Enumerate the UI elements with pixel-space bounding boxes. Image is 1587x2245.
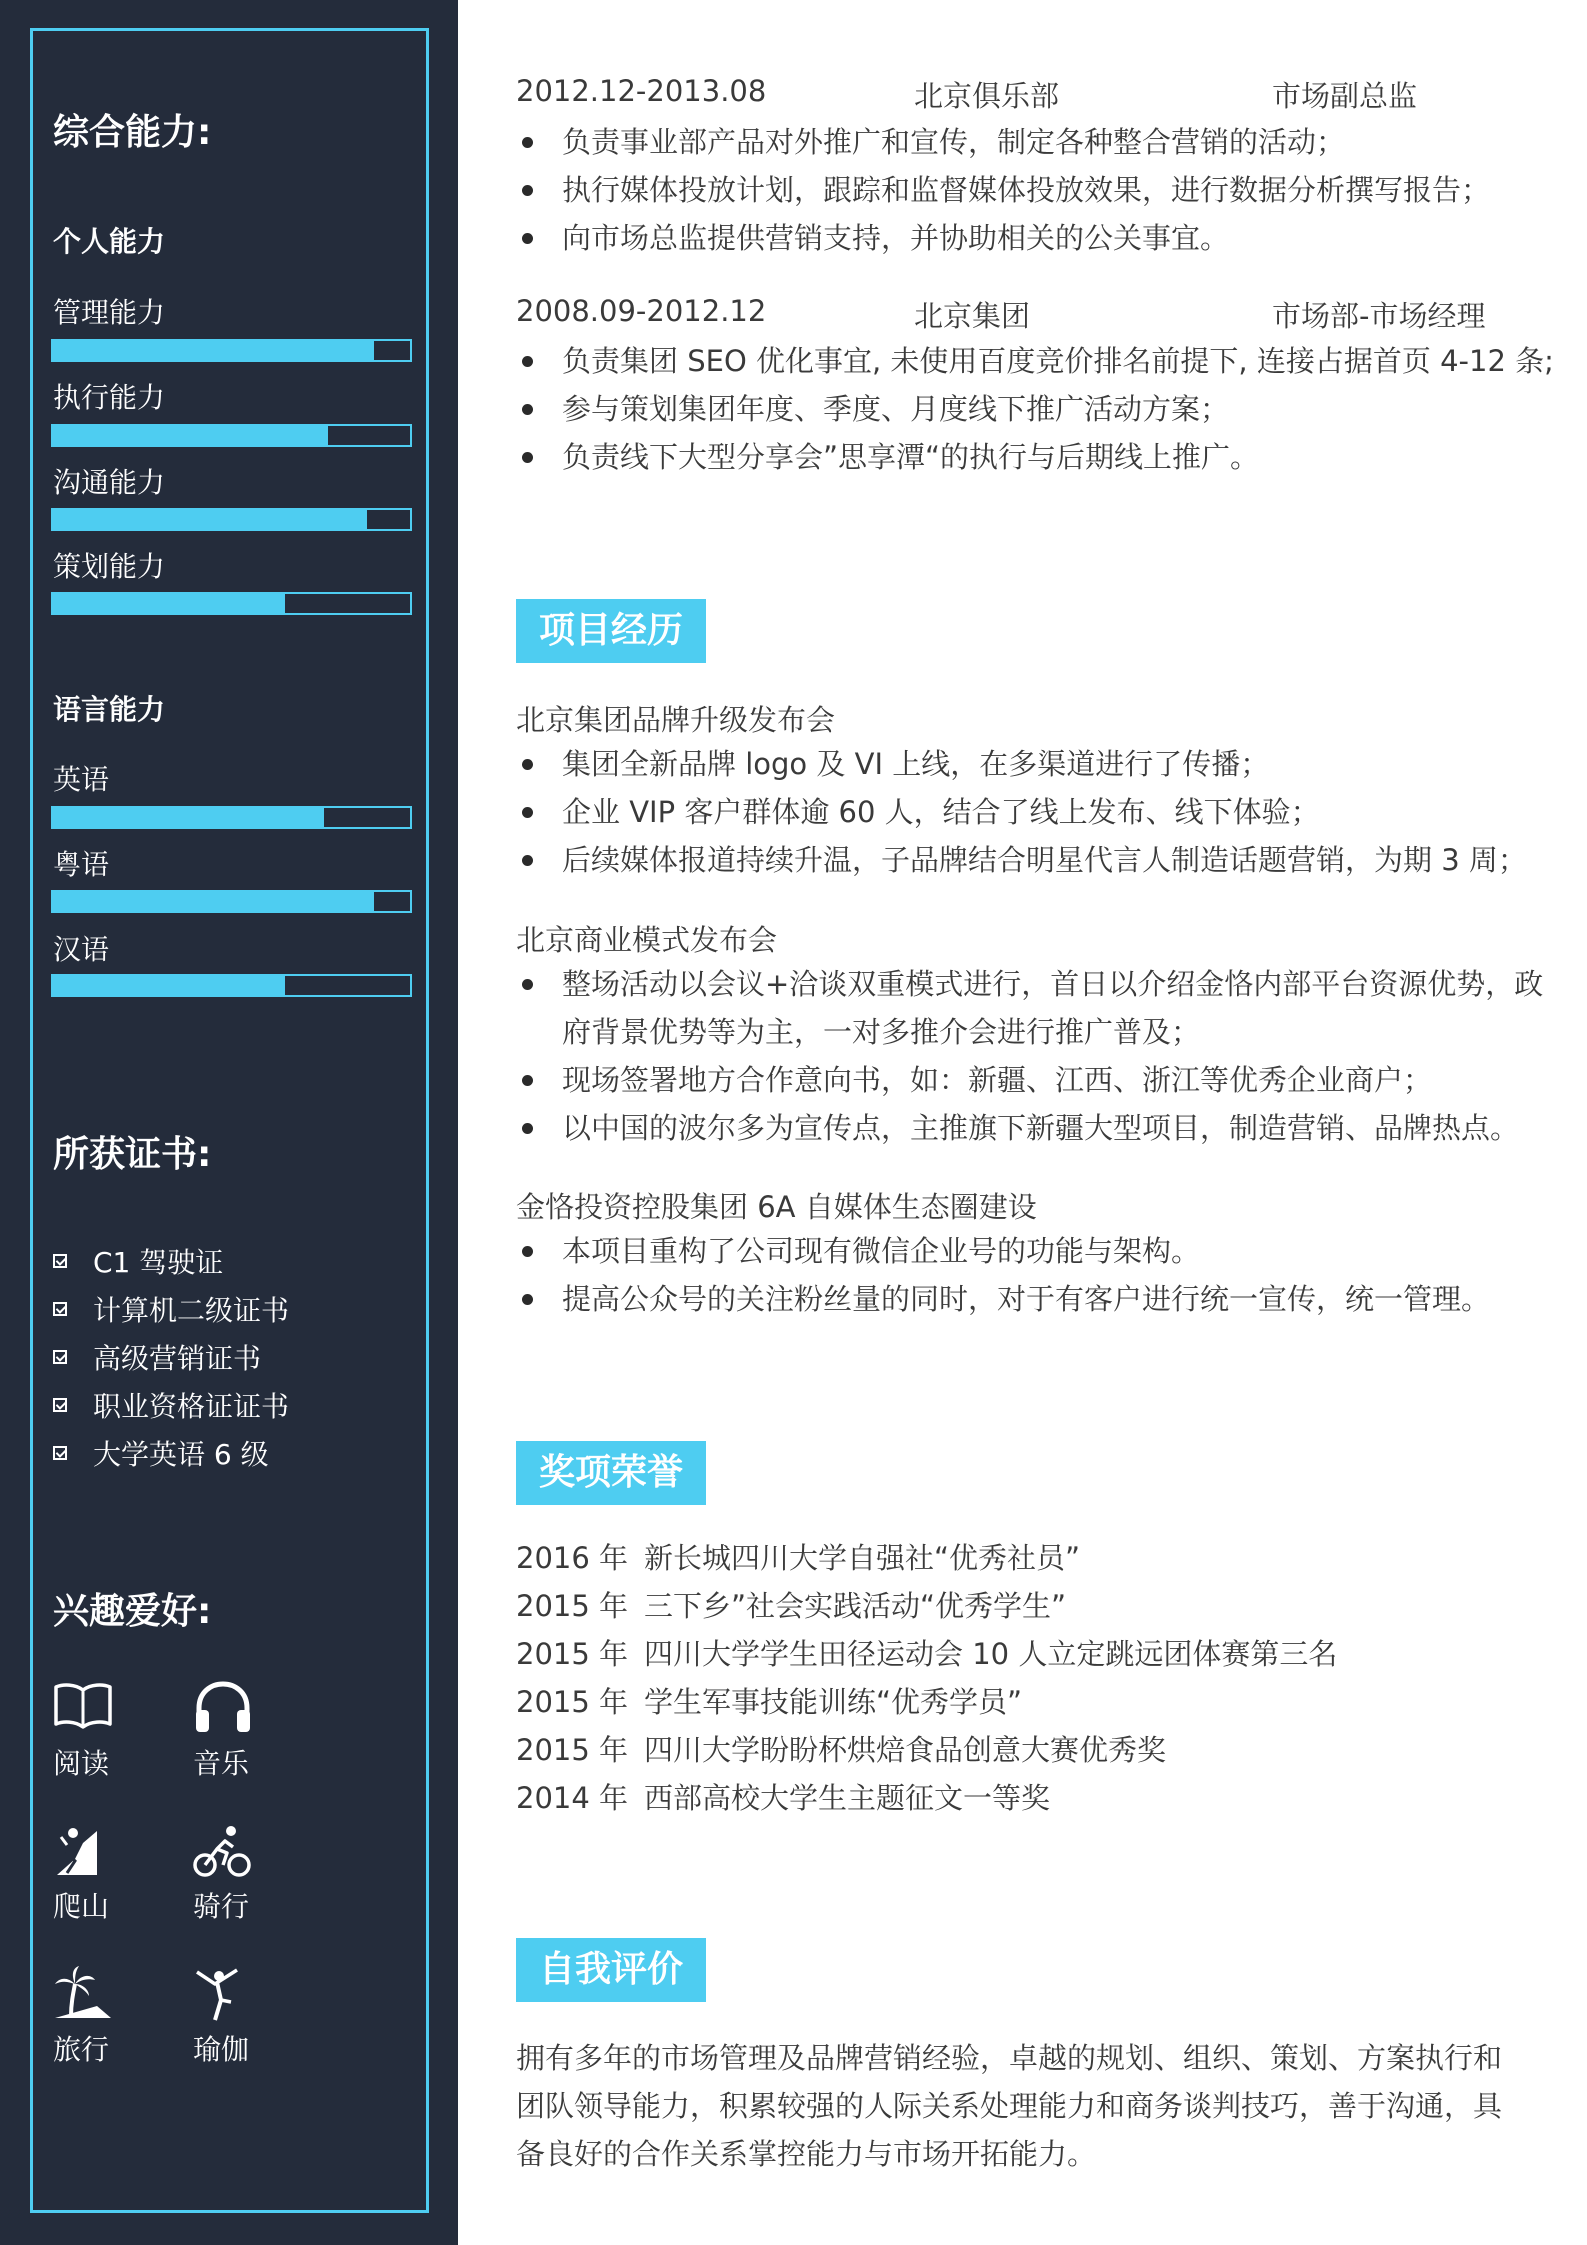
hobby-travel (53, 1966, 153, 2068)
skill-label: 沟通能力 (53, 466, 166, 499)
award-year: 2015 年 (516, 1637, 629, 1671)
skill-bar (51, 806, 412, 829)
job-duty: 执行媒体投放计划，跟踪和监督媒体投放效果，进行数据分析撰写报告； (516, 166, 1556, 214)
project-item-list (516, 1227, 1556, 1323)
award-text: 新长城四川大学自强社“优秀社员” (644, 1541, 1081, 1575)
skill-bar (51, 974, 412, 997)
certificate-label: 高级营销证书 (93, 1342, 262, 1375)
language-label: 粤语 (53, 848, 110, 881)
certificate-item (53, 1333, 289, 1381)
checkbox-icon (53, 1350, 67, 1364)
hobby-climbing (53, 1823, 153, 1925)
job-duty-list (516, 118, 1556, 262)
palm-tree-icon (53, 1966, 113, 2022)
project-item: 现场签署地方合作意向书，如：新疆、江西、浙江等优秀企业商户； (516, 1056, 1556, 1104)
certificate-list (53, 1237, 289, 1477)
hobby-label: 爬山 (53, 1890, 110, 1923)
certificate-label: 计算机二级证书 (93, 1294, 290, 1327)
project-item: 以中国的波尔多为宣传点，主推旗下新疆大型项目，制造营销、品牌热点。 (516, 1104, 1556, 1152)
job-duty: 向市场总监提供营销支持，并协助相关的公关事宜。 (516, 214, 1556, 262)
project-title: 北京集团品牌升级发布会 (516, 703, 836, 737)
section-title-awards: 奖项荣誉 (516, 1441, 706, 1505)
award-row (516, 1774, 1050, 1822)
certificates-title: 所获证书: (53, 1134, 212, 1175)
certificate-label: C1 驾驶证 (93, 1246, 224, 1279)
language-label: 英语 (53, 763, 110, 796)
certificate-item (53, 1429, 289, 1477)
headphones-icon (193, 1680, 253, 1736)
skill-bar-fill (53, 594, 285, 613)
award-text: 三下乡”社会实践活动“优秀学生” (644, 1589, 1067, 1623)
award-text: 学生军事技能训练“优秀学员” (644, 1685, 1023, 1719)
skill-bar (51, 424, 412, 447)
skill-label: 管理能力 (53, 296, 166, 329)
yoga-icon (193, 1966, 253, 2022)
skill-label: 执行能力 (53, 381, 166, 414)
award-text: 四川大学盼盼杯烘焙食品创意大赛优秀奖 (644, 1733, 1167, 1767)
skill-bar-fill (53, 426, 328, 445)
section-title-projects: 项目经历 (516, 599, 706, 663)
certificate-item (53, 1381, 289, 1429)
hobby-label: 音乐 (193, 1747, 250, 1780)
project-item-list (516, 960, 1556, 1152)
award-row (516, 1630, 1337, 1678)
job-duty: 负责线下大型分享会”思享潭“的执行与后期线上推广。 (516, 433, 1556, 481)
project-item: 集团全新品牌 logo 及 VI 上线，在多渠道进行了传播； (516, 740, 1556, 788)
award-year: 2015 年 (516, 1589, 629, 1623)
project-item-list (516, 740, 1556, 884)
job-header (516, 294, 1556, 334)
award-text: 四川大学学生田径运动会 10 人立定跳远团体赛第三名 (644, 1637, 1338, 1671)
ability-title: 综合能力: (53, 112, 212, 153)
skill-bar (51, 890, 412, 913)
checkbox-icon (53, 1254, 67, 1268)
hobbies-title: 兴趣爱好: (53, 1591, 212, 1632)
hobby-label: 旅行 (53, 2033, 110, 2066)
project-item: 整场活动以会议+洽谈双重模式进行，首日以介绍金恪内部平台资源优势，政府背景优势等为主，一对多推介会进行推广普及； (516, 960, 1556, 1056)
certificate-label: 大学英语 6 级 (93, 1438, 269, 1471)
job-role: 市场部-市场经理 (1272, 299, 1486, 333)
award-row (516, 1726, 1166, 1774)
climbing-icon (53, 1823, 113, 1879)
checkbox-icon (53, 1398, 67, 1412)
job-duty: 负责事业部产品对外推广和宣传，制定各种整合营销的活动； (516, 118, 1556, 166)
hobby-label: 瑜伽 (193, 2033, 250, 2066)
award-row (516, 1678, 1022, 1726)
hobby-yoga (193, 1966, 293, 2068)
skill-bar (51, 508, 412, 531)
award-text: 西部高校大学生主题征文一等奖 (644, 1781, 1051, 1815)
award-year: 2014 年 (516, 1781, 629, 1815)
skill-bar-fill (53, 976, 285, 995)
project-item: 企业 VIP 客户群体逾 60 人，结合了线上发布、线下体验； (516, 788, 1556, 836)
award-year: 2016 年 (516, 1541, 629, 1575)
certificate-item (53, 1285, 289, 1333)
job-company: 北京集团 (914, 299, 1031, 333)
job-period: 2008.09-2012.12 (516, 294, 767, 328)
hobby-cycling (193, 1823, 293, 1925)
skill-bar (51, 339, 412, 362)
evaluation-text: 拥有多年的市场管理及品牌营销经验，卓越的规划、组织、策划、方案执行和团队领导能力，积累较强的人际关系处理能力和商务谈判技巧，善于沟通，具备良好的合作关系掌控能力与市场开拓能力。 (516, 2041, 1503, 2171)
job-duty: 参与策划集团年度、季度、月度线下推广活动方案； (516, 385, 1556, 433)
project-title: 北京商业模式发布会 (516, 923, 778, 957)
skill-bar-fill (53, 341, 374, 360)
award-year: 2015 年 (516, 1685, 629, 1719)
job-header (516, 74, 1556, 114)
certificate-label: 职业资格证证书 (93, 1390, 290, 1423)
language-label: 汉语 (53, 933, 110, 966)
checkbox-icon (53, 1302, 67, 1316)
project-item: 提高公众号的关注粉丝量的同时，对于有客户进行统一宣传，统一管理。 (516, 1275, 1556, 1323)
skill-bar (51, 592, 412, 615)
job-duty-list (516, 337, 1556, 481)
skill-bar-fill (53, 808, 324, 827)
skill-bar-fill (53, 510, 367, 529)
checkbox-icon (53, 1446, 67, 1460)
sidebar (0, 0, 458, 2245)
hobby-label: 阅读 (53, 1747, 110, 1780)
section-title-evaluation: 自我评价 (516, 1938, 706, 2002)
project-item: 本项目重构了公司现有微信企业号的功能与架构。 (516, 1227, 1556, 1275)
job-company: 北京俱乐部 (914, 79, 1060, 113)
project-title: 金恪投资控股集团 6A 自媒体生态圈建设 (516, 1190, 1037, 1224)
book-icon (53, 1680, 113, 1736)
skill-label: 策划能力 (53, 550, 166, 583)
hobby-reading (53, 1680, 153, 1782)
award-row (516, 1534, 1080, 1582)
hobby-music (193, 1680, 293, 1782)
award-year: 2015 年 (516, 1733, 629, 1767)
cycling-icon (193, 1823, 253, 1879)
language-skills-title: 语言能力 (53, 693, 166, 726)
award-row (516, 1582, 1066, 1630)
job-role: 市场副总监 (1272, 79, 1418, 113)
skill-bar-fill (53, 892, 374, 911)
hobby-label: 骑行 (193, 1890, 250, 1923)
certificate-item (53, 1237, 289, 1285)
job-period: 2012.12-2013.08 (516, 74, 767, 108)
project-item: 后续媒体报道持续升温，子品牌结合明星代言人制造话题营销，为期 3 周； (516, 836, 1556, 884)
job-duty: 负责集团 SEO 优化事宜, 未使用百度竞价排名前提下, 连接占据首页 4-12 条; (516, 337, 1556, 385)
personal-skills-title: 个人能力 (53, 225, 166, 258)
